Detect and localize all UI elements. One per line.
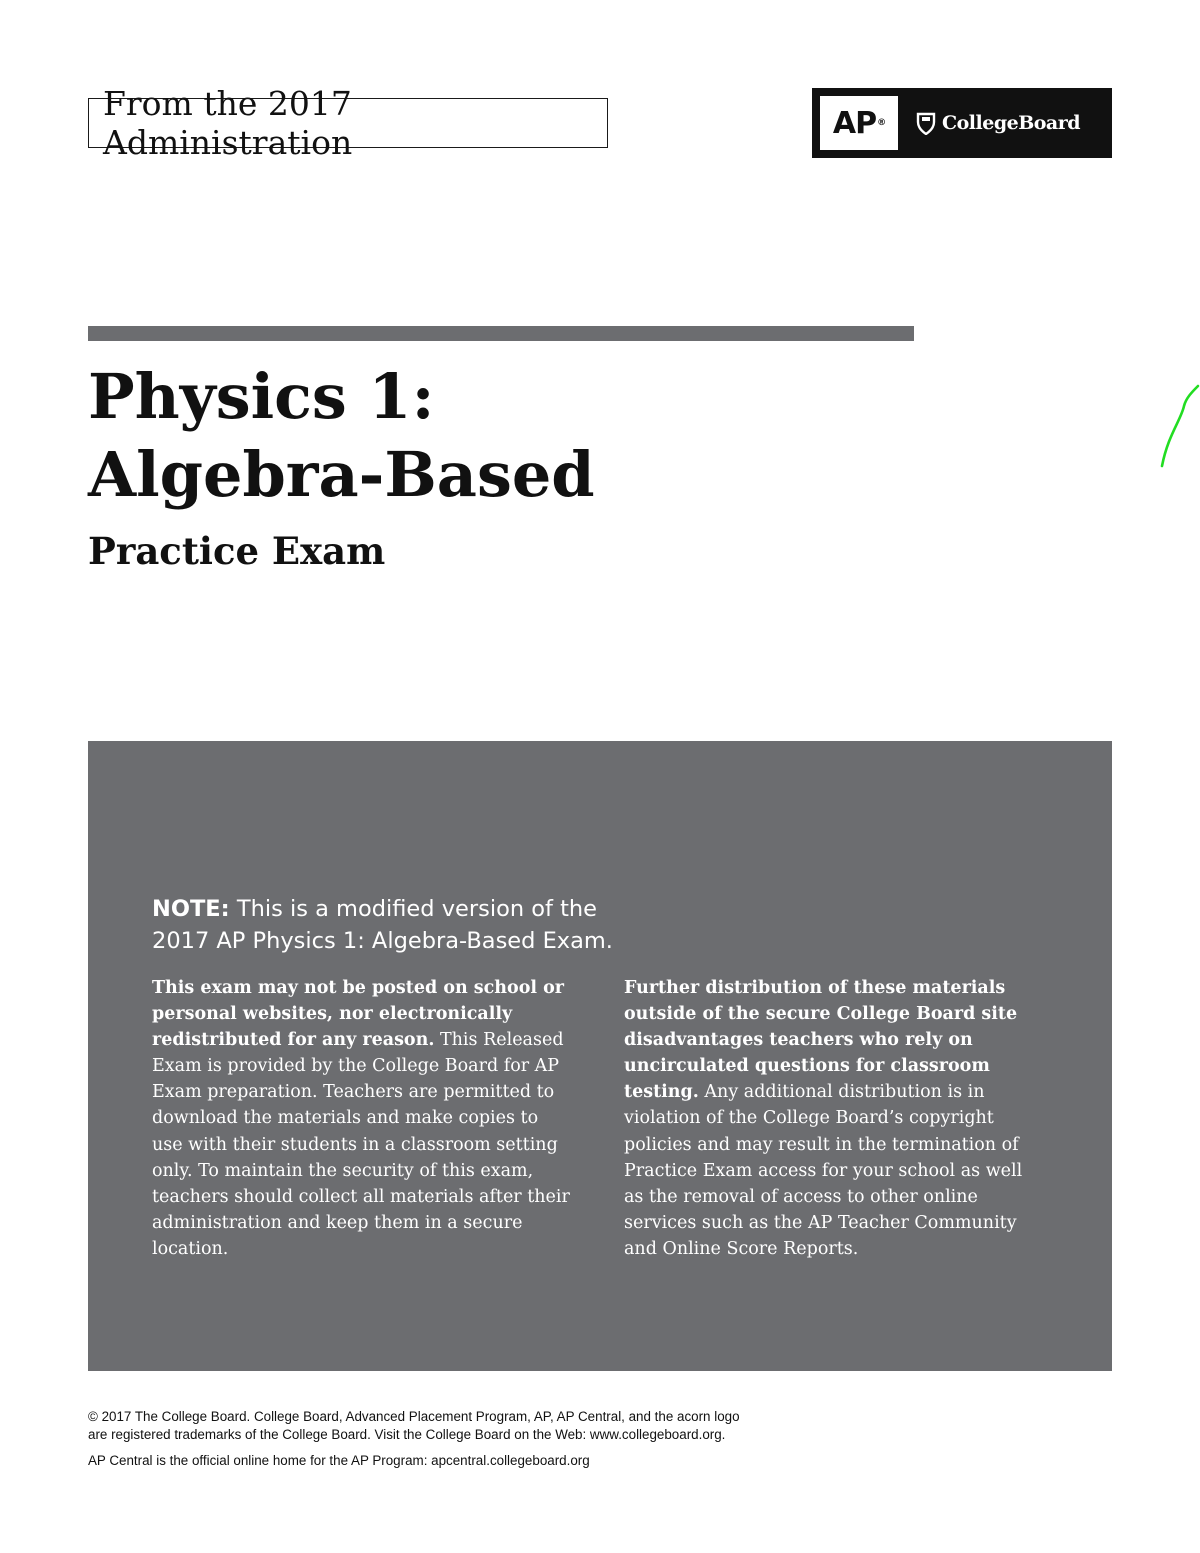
footer bbox=[88, 1408, 888, 1470]
note-right-text: Any additional distribution is in violation of the College Board’s copyright policies and may result in the termination of Practice Exam access for your school as well as the removal of access to other online services such as the AP Teacher Community and Online Score Reports. bbox=[624, 1082, 1023, 1259]
exam-subtitle: Practice Exam bbox=[88, 529, 386, 573]
exam-title-line-2: Algebra-Based bbox=[88, 438, 595, 511]
collegeboard-logo-text: CollegeBoard bbox=[942, 112, 1081, 134]
copyright-line-2: are registered trademarks of the College Board. Visit the College Board on the Web: www.collegeboard.org. bbox=[88, 1427, 726, 1442]
exam-title bbox=[88, 358, 595, 514]
registered-mark: ® bbox=[877, 118, 886, 128]
ap-collegeboard-logo bbox=[812, 88, 1112, 158]
administration-label bbox=[88, 84, 608, 162]
acorn-shield-icon bbox=[916, 111, 936, 135]
ap-logo-text: AP bbox=[832, 105, 877, 141]
collegeboard-logo bbox=[916, 88, 1080, 158]
note-column-left bbox=[152, 975, 572, 1262]
note-headline-2: 2017 AP Physics 1: Algebra-Based Exam. bbox=[152, 928, 613, 954]
note-left-text: This Released Exam is provided by the College Board for AP Exam preparation. Teachers are permitted to download the materials and make copies to use with their students in a classroom setting only. To maintain the security of this exam, teachers should collect all materials after their administration and keep them in a secure location. bbox=[152, 1030, 570, 1259]
green-pen-mark bbox=[1150, 380, 1200, 480]
exam-title-line-1: Physics 1: bbox=[88, 360, 435, 433]
title-rule bbox=[88, 326, 914, 341]
note-left-bold: This exam may not be posted on school or personal websites, nor electronically redistributed for any reason. bbox=[152, 978, 565, 1051]
copyright-line-1: © 2017 The College Board. College Board, Advanced Placement Program, AP, AP Central, and the acorn logo bbox=[88, 1409, 740, 1424]
administration-label-text: From the 2017 Administration bbox=[103, 84, 353, 162]
note-headline-1: This is a modified version of the bbox=[229, 896, 598, 922]
note-headline bbox=[152, 893, 772, 957]
note-column-right bbox=[624, 975, 1044, 1262]
note-label: NOTE: bbox=[152, 896, 230, 922]
note-right-bold: Further distribution of these materials outside of the secure College Board site disadvantages teachers who rely on uncirculated questions for classroom testing. bbox=[624, 978, 1018, 1103]
note-panel bbox=[88, 741, 1112, 1371]
ap-central-line: AP Central is the official online home for the AP Program: apcentral.collegeboard.org bbox=[88, 1453, 590, 1468]
ap-logo bbox=[820, 96, 898, 150]
